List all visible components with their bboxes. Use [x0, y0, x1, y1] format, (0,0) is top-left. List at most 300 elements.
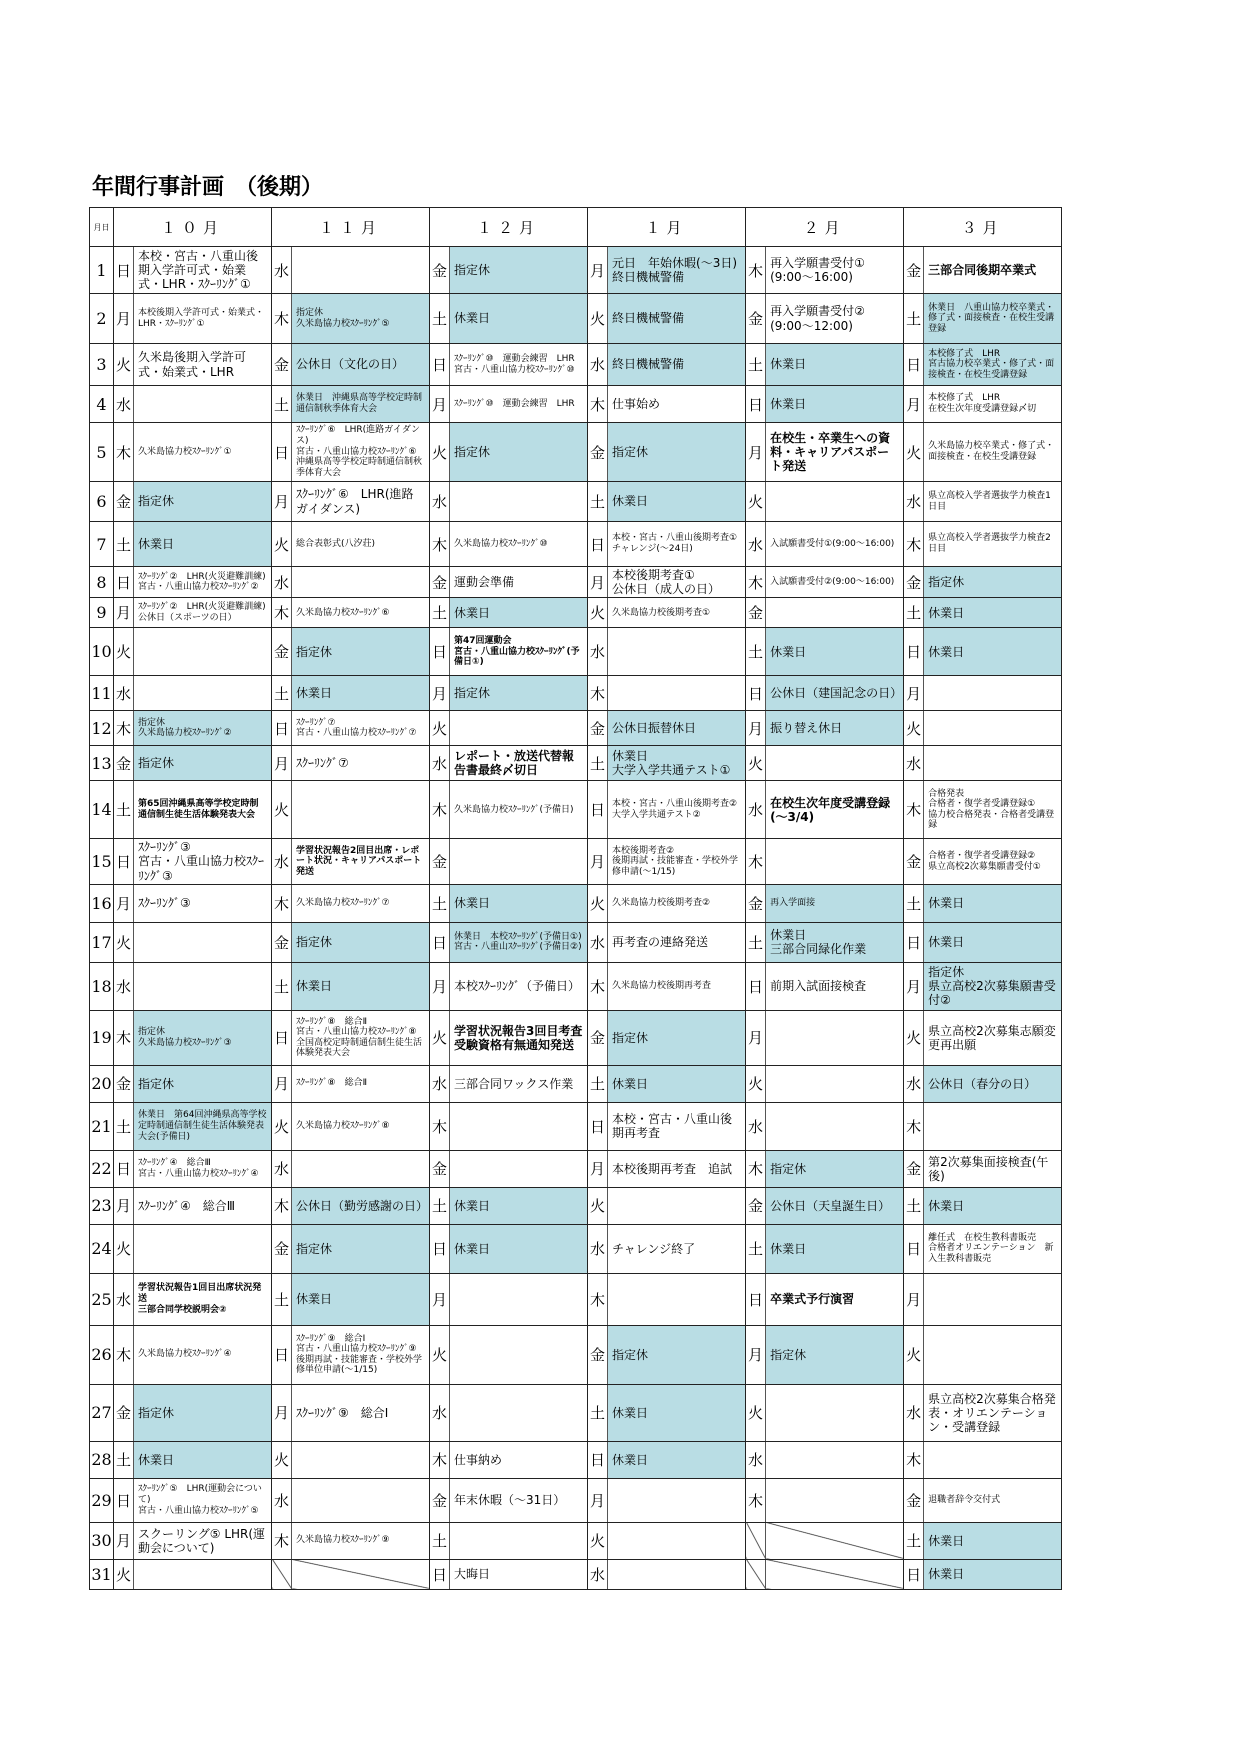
weekday-cell: 火 — [430, 1325, 450, 1384]
event-cell: 公休日（春分の日） — [924, 1065, 1062, 1102]
event-cell: 第65回沖縄県高等学校定時制通信制生徒生活体験発表大会 — [134, 781, 272, 839]
weekday-cell: 木 — [430, 781, 450, 839]
weekday-cell: 金 — [746, 294, 766, 344]
weekday-cell: 日 — [430, 1559, 450, 1589]
event-cell: 本校・宮古・八重山後期入学許可式・始業式・LHR・ｽｸｰﾘﾝｸﾞ① — [134, 247, 272, 294]
weekday-cell: 金 — [272, 1224, 292, 1273]
weekday-cell: 土 — [588, 746, 608, 781]
weekday-cell: 木 — [904, 1441, 924, 1478]
day-row — [90, 628, 1062, 676]
weekday-cell: 火 — [430, 1010, 450, 1065]
day-number: 21 — [90, 1102, 114, 1150]
weekday-cell: 水 — [746, 1102, 766, 1150]
weekday-cell: 土 — [430, 884, 450, 922]
day-row — [90, 1065, 1062, 1102]
event-cell: 入試願書受付②(9:00～16:00) — [766, 567, 904, 598]
day-row — [90, 1522, 1062, 1559]
event-cell: 離任式 在校生教科書販売 合格者オリエンテーション 新入生教科書販売 — [924, 1224, 1062, 1273]
weekday-cell: 金 — [904, 1150, 924, 1187]
weekday-cell: 日 — [588, 781, 608, 839]
weekday-cell: 金 — [746, 598, 766, 628]
event-cell: ｽｸｰﾘﾝｸﾞ④ 総合Ⅲ 宮古・八重山協力校ｽｸｰﾘﾝｸﾞ④ — [134, 1150, 272, 1187]
weekday-cell: 土 — [904, 598, 924, 628]
event-cell: 公休日（勤労感謝の日） — [292, 1187, 430, 1224]
weekday-cell: 金 — [588, 711, 608, 746]
event-cell: 退職者辞令交付式 — [924, 1478, 1062, 1522]
day-row — [90, 1224, 1062, 1273]
weekday-cell: 金 — [588, 1010, 608, 1065]
day-row — [90, 1325, 1062, 1384]
event-cell: 休業日 — [924, 922, 1062, 962]
event-cell: 県立高校2次募集合格発表・オリエンテーション・受講登録 — [924, 1384, 1062, 1441]
weekday-cell: 土 — [430, 1522, 450, 1559]
weekday-cell: 金 — [746, 884, 766, 922]
event-cell — [450, 711, 588, 746]
event-cell: 久米島協力校ｽｸｰﾘﾝｸﾞ⑧ — [292, 1102, 430, 1150]
event-cell: 終日機械警備 — [608, 344, 746, 386]
weekday-cell: 水 — [272, 839, 292, 884]
month-header: １０月 — [114, 208, 272, 247]
weekday-cell: 火 — [904, 1325, 924, 1384]
event-cell — [608, 1187, 746, 1224]
event-cell: 休業日 — [766, 386, 904, 423]
month-header: ２月 — [746, 208, 904, 247]
weekday-cell: 月 — [904, 386, 924, 423]
weekday-cell: 水 — [430, 1384, 450, 1441]
weekday-cell: 月 — [114, 598, 134, 628]
day-number: 8 — [90, 567, 114, 598]
weekday-cell: 金 — [272, 628, 292, 676]
event-cell: 久米島協力校ｽｸｰﾘﾝｸﾞ(予備日) — [450, 781, 588, 839]
weekday-cell: 金 — [272, 922, 292, 962]
weekday-cell: 火 — [904, 711, 924, 746]
event-cell — [134, 1559, 272, 1589]
event-cell: 再入学願書受付② (9:00～12:00) — [766, 294, 904, 344]
day-number: 11 — [90, 676, 114, 711]
weekday-cell: 木 — [588, 386, 608, 423]
weekday-cell: 日 — [430, 1224, 450, 1273]
event-cell: 休業日 — [608, 1065, 746, 1102]
weekday-cell: 木 — [430, 1441, 450, 1478]
month-header-row — [90, 208, 1062, 247]
day-number: 27 — [90, 1384, 114, 1441]
weekday-cell: 土 — [746, 1224, 766, 1273]
event-cell — [766, 1384, 904, 1441]
event-cell: 休業日 — [608, 482, 746, 522]
day-row — [90, 1010, 1062, 1065]
weekday-cell — [746, 1522, 766, 1559]
day-row — [90, 922, 1062, 962]
weekday-cell: 土 — [114, 522, 134, 567]
day-row — [90, 1441, 1062, 1478]
weekday-cell: 月 — [904, 1273, 924, 1325]
event-cell: 久米島協力校後期考査① — [608, 598, 746, 628]
event-cell: ｽｸｰﾘﾝｸﾞ⑩ 運動会練習 LHR — [450, 386, 588, 423]
weekday-cell: 木 — [746, 247, 766, 294]
weekday-cell: 木 — [430, 522, 450, 567]
weekday-cell: 水 — [588, 1559, 608, 1589]
weekday-cell: 土 — [114, 781, 134, 839]
day-number: 28 — [90, 1441, 114, 1478]
event-cell: 久米島協力校ｽｸｰﾘﾝｸﾞ⑦ — [292, 884, 430, 922]
weekday-cell: 水 — [430, 1065, 450, 1102]
weekday-cell: 月 — [746, 1325, 766, 1384]
weekday-cell: 水 — [904, 1384, 924, 1441]
event-cell: 再入学面接 — [766, 884, 904, 922]
event-cell: ｽｸｰﾘﾝｸﾞ⑩ 運動会練習 LHR 宮古・八重山協力校ｽｸｰﾘﾝｸﾞ⑩ — [450, 344, 588, 386]
event-cell: 本校・宮古・八重山後期考査① チャレンジ(～24日) — [608, 522, 746, 567]
month-header: １１月 — [272, 208, 430, 247]
weekday-cell: 金 — [904, 1478, 924, 1522]
event-cell: 休業日 三部合同緑化作業 — [766, 922, 904, 962]
weekday-cell: 水 — [904, 1065, 924, 1102]
weekday-cell: 日 — [272, 1010, 292, 1065]
weekday-cell: 土 — [272, 962, 292, 1010]
weekday-cell: 月 — [272, 482, 292, 522]
event-cell: 指定休 — [292, 628, 430, 676]
day-number: 10 — [90, 628, 114, 676]
weekday-cell: 水 — [588, 922, 608, 962]
weekday-cell: 金 — [114, 1065, 134, 1102]
event-cell: ｽｸｰﾘﾝｸﾞ⑦ 宮古・八重山協力校ｽｸｰﾘﾝｸﾞ⑦ — [292, 711, 430, 746]
day-number: 2 — [90, 294, 114, 344]
day-number: 29 — [90, 1478, 114, 1522]
weekday-cell: 月 — [904, 962, 924, 1010]
weekday-cell: 日 — [904, 922, 924, 962]
event-cell: 久米島協力校卒業式・修了式・面接検査・在校生受講登録 — [924, 423, 1062, 482]
event-cell: 休業日 — [292, 962, 430, 1010]
day-number: 9 — [90, 598, 114, 628]
day-row — [90, 839, 1062, 884]
event-cell: スクーリング⑤ LHR(運動会について) — [134, 1522, 272, 1559]
weekday-cell: 水 — [904, 482, 924, 522]
weekday-cell: 火 — [114, 344, 134, 386]
event-cell: 指定休 — [608, 423, 746, 482]
day-number: 12 — [90, 711, 114, 746]
month-header: １月 — [588, 208, 746, 247]
weekday-cell: 水 — [114, 386, 134, 423]
weekday-cell: 火 — [588, 884, 608, 922]
weekday-cell: 日 — [904, 1224, 924, 1273]
weekday-cell: 土 — [272, 386, 292, 423]
event-cell — [450, 839, 588, 884]
day-number: 31 — [90, 1559, 114, 1589]
day-number: 20 — [90, 1065, 114, 1102]
event-cell: 本校・宮古・八重山後期考査② 大学入学共通テスト② — [608, 781, 746, 839]
weekday-cell: 土 — [430, 598, 450, 628]
event-cell: 休業日 — [924, 884, 1062, 922]
weekday-cell: 火 — [430, 711, 450, 746]
event-cell — [766, 1010, 904, 1065]
event-cell: 県立高校2次募集志願変更再出願 — [924, 1010, 1062, 1065]
weekday-cell: 土 — [588, 1065, 608, 1102]
event-cell: 休業日 — [292, 676, 430, 711]
weekday-cell: 土 — [746, 628, 766, 676]
weekday-cell: 水 — [430, 482, 450, 522]
day-number: 6 — [90, 482, 114, 522]
event-cell — [608, 1478, 746, 1522]
weekday-cell: 火 — [114, 1224, 134, 1273]
day-row — [90, 676, 1062, 711]
event-cell — [608, 1522, 746, 1559]
event-cell: 本校後期入学許可式・始業式・LHR・ｽｸｰﾘﾝｸﾞ① — [134, 294, 272, 344]
day-number: 4 — [90, 386, 114, 423]
weekday-cell: 日 — [114, 1478, 134, 1522]
event-cell — [924, 676, 1062, 711]
weekday-cell: 日 — [272, 423, 292, 482]
event-cell: 学習状況報告1回目出席状況発送 三部合同学校説明会② — [134, 1273, 272, 1325]
weekday-cell: 金 — [114, 482, 134, 522]
weekday-cell: 火 — [904, 1010, 924, 1065]
weekday-cell: 土 — [114, 1102, 134, 1150]
weekday-cell: 水 — [746, 1441, 766, 1478]
weekday-cell: 金 — [904, 567, 924, 598]
event-cell: 合格発表 合格者・復学者受講登録① 協力校合格発表・合格者受講登録 — [924, 781, 1062, 839]
weekday-cell: 木 — [746, 839, 766, 884]
event-cell: 本校・宮古・八重山後期再考査 — [608, 1102, 746, 1150]
weekday-cell: 木 — [904, 781, 924, 839]
weekday-cell: 火 — [114, 922, 134, 962]
nonexistent-date-cell — [766, 1559, 904, 1589]
weekday-cell: 火 — [588, 294, 608, 344]
weekday-cell: 木 — [904, 1102, 924, 1150]
event-cell: 仕事始め — [608, 386, 746, 423]
event-cell — [608, 1559, 746, 1589]
event-cell — [924, 1441, 1062, 1478]
weekday-cell: 水 — [904, 746, 924, 781]
weekday-cell: 土 — [904, 294, 924, 344]
event-cell: 指定休 — [450, 247, 588, 294]
event-cell — [608, 676, 746, 711]
weekday-cell: 月 — [272, 746, 292, 781]
event-cell — [292, 781, 430, 839]
weekday-cell: 月 — [746, 711, 766, 746]
event-cell: 久米島協力校ｽｸｰﾘﾝｸﾞ④ — [134, 1325, 272, 1384]
weekday-cell: 木 — [272, 884, 292, 922]
event-cell: 指定休 — [608, 1010, 746, 1065]
event-cell: 指定休 久米島協力校ｽｸｰﾘﾝｸﾞ③ — [134, 1010, 272, 1065]
weekday-cell: 木 — [746, 567, 766, 598]
weekday-cell: 木 — [272, 1522, 292, 1559]
day-number: 7 — [90, 522, 114, 567]
day-row — [90, 781, 1062, 839]
event-cell: 公休日（天皇誕生日） — [766, 1187, 904, 1224]
weekday-cell: 月 — [746, 423, 766, 482]
event-cell: ｽｸｰﾘﾝｸﾞ⑧ 総合Ⅱ 宮古・八重山協力校ｽｸｰﾘﾝｸﾞ⑧ 全国高校定時制通信制生徒生活体験発表大会 — [292, 1010, 430, 1065]
event-cell: 休業日 — [292, 1273, 430, 1325]
event-cell — [134, 922, 272, 962]
event-cell: ｽｸｰﾘﾝｸﾞ⑥ LHR(進路ガイダンス) — [292, 482, 430, 522]
event-cell — [134, 1224, 272, 1273]
annual-schedule-table — [89, 207, 1062, 1590]
weekday-cell: 土 — [588, 482, 608, 522]
event-cell: ｽｸｰﾘﾝｸﾞ② LHR(火災避難訓練) 宮古・八重山協力校ｽｸｰﾘﾝｸﾞ② — [134, 567, 272, 598]
page-title: 年間行事計画 （後期） — [92, 175, 324, 200]
month-header: ３月 — [904, 208, 1062, 247]
day-number: 22 — [90, 1150, 114, 1187]
weekday-cell: 金 — [430, 567, 450, 598]
day-number: 3 — [90, 344, 114, 386]
weekday-cell: 水 — [272, 1478, 292, 1522]
weekday-cell: 金 — [904, 247, 924, 294]
event-cell: 指定休 — [134, 482, 272, 522]
weekday-cell: 木 — [114, 423, 134, 482]
weekday-cell: 月 — [588, 839, 608, 884]
day-row — [90, 1273, 1062, 1325]
weekday-cell: 日 — [114, 567, 134, 598]
nonexistent-date-cell — [292, 1559, 430, 1589]
weekday-cell: 日 — [588, 1102, 608, 1150]
event-cell: 指定休 — [134, 746, 272, 781]
day-row — [90, 1150, 1062, 1187]
weekday-cell: 土 — [430, 294, 450, 344]
event-cell: 学習状況報告3回目考査受験資格有無通知発送 — [450, 1010, 588, 1065]
weekday-cell: 火 — [272, 1441, 292, 1478]
weekday-cell: 日 — [904, 628, 924, 676]
weekday-cell: 土 — [430, 1187, 450, 1224]
weekday-cell: 木 — [114, 1010, 134, 1065]
weekday-cell: 金 — [904, 839, 924, 884]
day-row — [90, 1187, 1062, 1224]
weekday-cell: 火 — [746, 482, 766, 522]
day-number: 15 — [90, 839, 114, 884]
day-number: 13 — [90, 746, 114, 781]
event-cell: 県立高校入学者選抜学力検査1日目 — [924, 482, 1062, 522]
event-cell: 本校後期考査① 公休日（成人の日） — [608, 567, 746, 598]
day-row — [90, 962, 1062, 1010]
weekday-cell: 火 — [272, 522, 292, 567]
event-cell: ｽｸｰﾘﾝｸﾞ⑨ 総合Ⅰ — [292, 1384, 430, 1441]
day-row — [90, 711, 1062, 746]
event-cell: 指定休 — [292, 922, 430, 962]
weekday-cell: 水 — [114, 962, 134, 1010]
event-cell: 指定休 — [766, 1325, 904, 1384]
weekday-cell: 金 — [114, 1384, 134, 1441]
weekday-cell: 月 — [588, 1150, 608, 1187]
event-cell: 指定休 — [766, 1150, 904, 1187]
event-cell: 指定休 — [924, 567, 1062, 598]
event-cell: 県立高校入学者選抜学力検査2日目 — [924, 522, 1062, 567]
weekday-cell: 金 — [430, 247, 450, 294]
event-cell: 休業日 — [450, 598, 588, 628]
weekday-cell: 月 — [588, 1478, 608, 1522]
day-row — [90, 386, 1062, 423]
weekday-cell: 日 — [114, 247, 134, 294]
event-cell: ｽｸｰﾘﾝｸﾞ⑧ 総合Ⅱ — [292, 1065, 430, 1102]
event-cell — [924, 746, 1062, 781]
weekday-cell: 土 — [114, 1441, 134, 1478]
weekday-cell: 日 — [746, 676, 766, 711]
event-cell: 休業日 — [134, 522, 272, 567]
event-cell — [292, 567, 430, 598]
weekday-cell: 水 — [588, 344, 608, 386]
weekday-cell: 火 — [746, 1065, 766, 1102]
event-cell: 本校後期再考査 追試 — [608, 1150, 746, 1187]
event-cell: 運動会準備 — [450, 567, 588, 598]
weekday-cell: 木 — [588, 676, 608, 711]
weekday-cell: 月 — [588, 247, 608, 294]
event-cell — [924, 711, 1062, 746]
weekday-cell: 日 — [746, 1273, 766, 1325]
weekday-cell: 日 — [588, 522, 608, 567]
event-cell: 休業日 — [608, 1384, 746, 1441]
event-cell: 休業日 — [766, 628, 904, 676]
day-row — [90, 294, 1062, 344]
weekday-cell: 日 — [114, 1150, 134, 1187]
event-cell: 久米島協力校後期再考査 — [608, 962, 746, 1010]
weekday-cell: 月 — [272, 1065, 292, 1102]
event-cell: チャレンジ終了 — [608, 1224, 746, 1273]
weekday-cell: 月 — [904, 676, 924, 711]
day-row — [90, 344, 1062, 386]
month-header: １２月 — [430, 208, 588, 247]
event-cell — [766, 839, 904, 884]
weekday-cell: 水 — [746, 522, 766, 567]
day-number: 1 — [90, 247, 114, 294]
event-cell: 総合表彰式(八汐荘) — [292, 522, 430, 567]
weekday-cell: 土 — [904, 1187, 924, 1224]
event-cell — [766, 1478, 904, 1522]
weekday-cell: 水 — [430, 746, 450, 781]
event-cell: ｽｸｰﾘﾝｸﾞ④ 総合Ⅲ — [134, 1187, 272, 1224]
day-row — [90, 1384, 1062, 1441]
event-cell: 本校後期考査② 後期再試・技能審査・学校外学修申請(～1/15) — [608, 839, 746, 884]
weekday-cell: 火 — [746, 746, 766, 781]
weekday-cell: 水 — [272, 567, 292, 598]
event-cell — [134, 628, 272, 676]
day-number: 26 — [90, 1325, 114, 1384]
day-row — [90, 1559, 1062, 1589]
weekday-cell: 水 — [746, 781, 766, 839]
event-cell: 休業日 — [766, 344, 904, 386]
day-row — [90, 567, 1062, 598]
weekday-cell: 木 — [430, 1102, 450, 1150]
event-cell: 第47回運動会 宮古・八重山協力校ｽｸｰﾘﾝｸﾞ(予備日①) — [450, 628, 588, 676]
event-cell: 指定休 — [292, 1224, 430, 1273]
day-row — [90, 1478, 1062, 1522]
weekday-cell: 月 — [746, 1010, 766, 1065]
weekday-cell: 土 — [272, 676, 292, 711]
weekday-cell: 土 — [272, 1273, 292, 1325]
weekday-cell: 土 — [746, 922, 766, 962]
weekday-cell: 日 — [746, 962, 766, 1010]
event-cell: 本校修了式 LHR 在校生次年度受講登録〆切 — [924, 386, 1062, 423]
event-cell — [766, 1065, 904, 1102]
event-cell: 前期入試面接検査 — [766, 962, 904, 1010]
event-cell: 休業日 — [608, 1441, 746, 1478]
weekday-cell: 水 — [272, 1150, 292, 1187]
weekday-cell: 日 — [430, 344, 450, 386]
event-cell: 再考査の連絡発送 — [608, 922, 746, 962]
day-number: 30 — [90, 1522, 114, 1559]
weekday-cell: 金 — [430, 839, 450, 884]
event-cell — [450, 1325, 588, 1384]
event-cell — [450, 482, 588, 522]
event-cell: 指定休 県立高校2次募集願書受付② — [924, 962, 1062, 1010]
day-row — [90, 746, 1062, 781]
event-cell: 休業日 — [450, 294, 588, 344]
event-cell: 久米島協力校ｽｸｰﾘﾝｸﾞ⑨ — [292, 1522, 430, 1559]
weekday-cell: 木 — [746, 1150, 766, 1187]
event-cell: 休業日 — [134, 1441, 272, 1478]
weekday-cell: 日 — [272, 1325, 292, 1384]
weekday-cell: 月 — [430, 676, 450, 711]
event-cell: 終日機械警備 — [608, 294, 746, 344]
event-cell — [924, 1102, 1062, 1150]
day-number: 5 — [90, 423, 114, 482]
event-cell: 休業日 — [450, 1187, 588, 1224]
weekday-cell: 月 — [588, 567, 608, 598]
